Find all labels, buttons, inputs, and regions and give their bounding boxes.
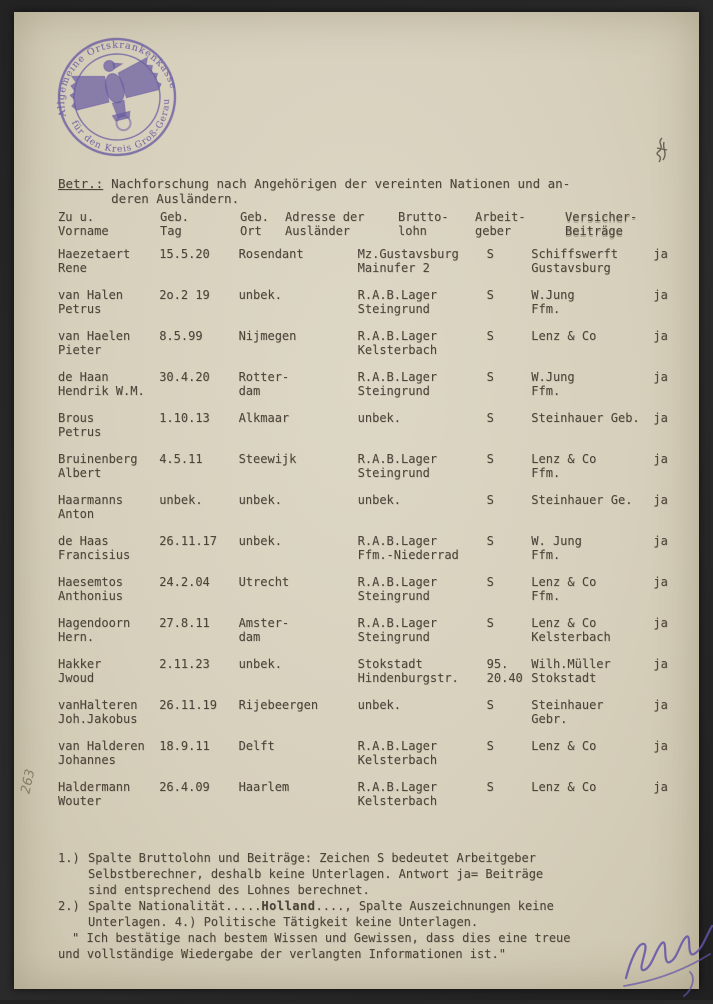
cell-geb-ort: unbek. xyxy=(238,657,282,671)
cell-geb-ort: unbek. xyxy=(238,493,282,507)
cell-arbeitgeber: Steinhauer Gebr. xyxy=(531,698,604,726)
cell-beitrag: ja xyxy=(653,370,668,384)
header-versicherungsbeitraege: Versicher- Beiträge xyxy=(565,210,638,238)
cell-name: van Haelen Pieter xyxy=(58,329,131,357)
cell-name: de Haas Francisius xyxy=(58,534,131,562)
foreigners-table xyxy=(58,210,698,821)
table-row xyxy=(58,370,698,398)
cell-name: Haezetaert Rene xyxy=(58,247,131,275)
cell-geb-tag: 2o.2 19 xyxy=(159,288,210,302)
cell-beitrag: ja xyxy=(653,534,668,548)
cell-arbeitgeber: W. Jung Ffm. xyxy=(531,534,582,562)
cell-geb-ort: unbek. xyxy=(238,288,282,302)
cell-bruttolohn-zeichen: S xyxy=(486,329,494,343)
cell-adresse: unbek. xyxy=(357,411,401,425)
cell-beitrag: ja xyxy=(653,288,668,302)
cell-adresse: Mz.Gustavsburg Mainufer 2 xyxy=(357,247,459,275)
cell-adresse: unbek. xyxy=(357,698,401,712)
cell-arbeitgeber: W.Jung Ffm. xyxy=(531,288,575,316)
table-row xyxy=(58,616,698,644)
note-2-text: Spalte Nationalität.....Holland...., Spalte Auszeichnungen keine Unterlagen. 4.) Politische Tätigkeit keine Unterlagen. xyxy=(88,899,554,929)
cell-geb-tag: 2.11.23 xyxy=(159,657,210,671)
cell-name: van Halderen Johannes xyxy=(58,739,145,767)
certification-line-2: und vollständige Wiedergabe der verlangten Informationen ist." xyxy=(58,947,506,961)
cell-name: Hakker Jwoud xyxy=(58,657,102,685)
cell-arbeitgeber: Lenz & Co Ffm. xyxy=(531,452,597,480)
cell-beitrag: ja xyxy=(653,452,668,466)
cell-geb-tag: 15.5.20 xyxy=(159,247,210,261)
cell-beitrag: ja xyxy=(653,247,668,261)
certification-line-1: " Ich bestätige nach bestem Wissen und Gewissen, dass dies eine treue xyxy=(72,931,571,945)
certification-statement xyxy=(58,930,658,962)
cell-name: de Haan Hendrik W.M. xyxy=(58,370,145,398)
note-2-number: 2.) xyxy=(58,899,80,913)
cell-adresse: unbek. xyxy=(357,493,401,507)
note-1 xyxy=(58,850,658,898)
cell-name: vanHalteren Joh.Jakobus xyxy=(58,698,138,726)
header-bruttolohn: Brutto- lohn xyxy=(398,210,449,238)
cell-geb-tag: unbek. xyxy=(159,493,203,507)
cell-arbeitgeber: Lenz & Co xyxy=(531,739,597,753)
cell-geb-ort: Amster- dam xyxy=(238,616,290,644)
stamp-ring-bottom-text: für den Kreis Groß-Gerau xyxy=(68,97,172,155)
cell-bruttolohn-zeichen: S xyxy=(486,534,494,548)
footnotes xyxy=(58,850,658,962)
cell-bruttolohn-zeichen: 95. 20.40 xyxy=(486,657,523,685)
cell-bruttolohn-zeichen: S xyxy=(486,616,494,630)
cell-beitrag: ja xyxy=(653,575,668,589)
header-adresse: Adresse der Ausländer xyxy=(285,210,365,238)
cell-arbeitgeber: Wilh.Müller Stokstadt xyxy=(531,657,611,685)
cell-geb-ort: Rijebeergen xyxy=(238,698,319,712)
cell-geb-tag: 4.5.11 xyxy=(159,452,203,466)
note-1-number: 1.) xyxy=(58,851,80,865)
cell-bruttolohn-zeichen: S xyxy=(486,739,494,753)
cell-bruttolohn-zeichen: S xyxy=(486,575,494,589)
table-row xyxy=(58,534,698,562)
table-row xyxy=(58,575,698,603)
cell-arbeitgeber: Lenz & Co Ffm. xyxy=(531,575,597,603)
table-row xyxy=(58,780,698,808)
cell-adresse: R.A.B.Lager Steingrund xyxy=(357,575,438,603)
document-page xyxy=(14,12,699,989)
cell-adresse: Stokstadt Hindenburgstr. xyxy=(357,657,459,685)
cell-bruttolohn-zeichen: S xyxy=(486,698,494,712)
subject-label: Betr.: xyxy=(58,176,104,191)
cell-arbeitgeber: Lenz & Co xyxy=(531,780,597,794)
note-1-text: Spalte Bruttolohn und Beiträge: Zeichen S bedeutet Arbeitgeber Selbstberechner, deshalb keine Unterlagen. Antwort ja= Beiträge sind entsprechend des Lohnes berechnet. xyxy=(88,851,544,897)
table-row xyxy=(58,247,698,275)
header-arbeitgeber: Arbeit- geber xyxy=(475,210,526,238)
cell-bruttolohn-zeichen: S xyxy=(486,370,494,384)
cell-geb-ort: Alkmaar xyxy=(238,411,290,425)
cell-adresse: R.A.B.Lager Ffm.-Niederrad xyxy=(357,534,459,562)
table-row xyxy=(58,657,698,685)
cell-beitrag: ja xyxy=(653,780,668,794)
cell-name: Haldermann Wouter xyxy=(58,780,131,808)
cell-bruttolohn-zeichen: S xyxy=(486,411,494,425)
header-name: Zu u. Vorname xyxy=(58,210,109,238)
cell-geb-ort: Utrecht xyxy=(238,575,290,589)
stamp-ring-top-text: Allgemeine Ortskrankenkasse xyxy=(56,39,179,118)
subject-text: Nachforschung nach Angehörigen der vereinten Nationen und an- deren Ausländern. xyxy=(111,176,571,206)
cell-name: Haarmanns Anton xyxy=(58,493,124,521)
cell-name: Hagendoorn Hern. xyxy=(58,616,131,644)
cell-geb-ort: Rotter- dam xyxy=(238,370,290,398)
table-row xyxy=(58,739,698,767)
cell-geb-ort: Delft xyxy=(238,739,275,753)
cell-arbeitgeber: Lenz & Co Kelsterbach xyxy=(531,616,611,644)
cell-bruttolohn-zeichen: S xyxy=(486,452,494,466)
cell-geb-tag: 26.11.19 xyxy=(159,698,217,712)
cell-bruttolohn-zeichen: S xyxy=(486,247,494,261)
cell-beitrag: ja xyxy=(653,739,668,753)
cell-beitrag: ja xyxy=(653,657,668,671)
cell-beitrag: ja xyxy=(653,329,668,343)
cell-geb-tag: 1.10.13 xyxy=(159,411,210,425)
cell-adresse: R.A.B.Lager Steingrund xyxy=(357,616,438,644)
table-row xyxy=(58,411,698,439)
cell-arbeitgeber: Lenz & Co xyxy=(531,329,597,343)
table-header-row xyxy=(58,210,698,238)
cell-geb-ort: Nijmegen xyxy=(238,329,297,343)
cell-beitrag: ja xyxy=(653,493,668,507)
nationality-holland: Holland xyxy=(261,899,316,913)
cell-geb-tag: 26.4.09 xyxy=(159,780,210,794)
cell-name: van Halen Petrus xyxy=(58,288,124,316)
cell-name: Bruinenberg Albert xyxy=(58,452,138,480)
cell-geb-ort: unbek. xyxy=(238,534,282,548)
cell-geb-ort: Rosendant xyxy=(238,247,304,261)
table-row xyxy=(58,493,698,521)
cell-beitrag: ja xyxy=(653,698,668,712)
cell-name: Brous Petrus xyxy=(58,411,102,439)
subject-line xyxy=(58,176,570,206)
cell-arbeitgeber: Steinhauer Geb. xyxy=(531,411,640,425)
header-geb-ort: Geb. Ort xyxy=(240,210,269,238)
cell-geb-ort: Haarlem xyxy=(238,780,290,794)
pencil-mark xyxy=(648,134,674,174)
table-row xyxy=(58,329,698,357)
circular-ink-stamp xyxy=(26,6,208,188)
cell-adresse: R.A.B.Lager Steingrund xyxy=(357,452,438,480)
cell-geb-tag: 18.9.11 xyxy=(159,739,210,753)
cell-arbeitgeber: Schiffswerft Gustavsburg xyxy=(531,247,618,275)
cell-beitrag: ja xyxy=(653,616,668,630)
signature-handwritten xyxy=(620,912,713,1004)
cell-adresse: R.A.B.Lager Kelsterbach xyxy=(357,329,438,357)
cell-arbeitgeber: W.Jung Ffm. xyxy=(531,370,575,398)
table-row xyxy=(58,698,698,726)
cell-geb-tag: 26.11.17 xyxy=(159,534,217,548)
cell-geb-tag: 30.4.20 xyxy=(159,370,210,384)
table-row xyxy=(58,288,698,316)
header-geb-tag: Geb. Tag xyxy=(160,210,189,238)
cell-bruttolohn-zeichen: S xyxy=(486,780,494,794)
cell-adresse: R.A.B.Lager Steingrund xyxy=(357,370,438,398)
table-body xyxy=(58,247,698,808)
cell-bruttolohn-zeichen: S xyxy=(486,288,494,302)
cell-adresse: R.A.B.Lager Steingrund xyxy=(357,288,438,316)
cell-beitrag: ja xyxy=(653,411,668,425)
cell-geb-tag: 27.8.11 xyxy=(159,616,210,630)
margin-number-note: 263 xyxy=(18,767,39,796)
cell-adresse: R.A.B.Lager Kelsterbach xyxy=(357,780,438,808)
cell-geb-tag: 24.2.04 xyxy=(159,575,210,589)
cell-name: Haesemtos Anthonius xyxy=(58,575,124,603)
cell-adresse: R.A.B.Lager Kelsterbach xyxy=(357,739,438,767)
table-row xyxy=(58,452,698,480)
cell-bruttolohn-zeichen: S xyxy=(486,493,494,507)
cell-geb-tag: 8.5.99 xyxy=(159,329,203,343)
note-2 xyxy=(58,898,658,930)
cell-arbeitgeber: Steinhauer Ge. xyxy=(531,493,633,507)
cell-geb-ort: Steewijk xyxy=(238,452,297,466)
